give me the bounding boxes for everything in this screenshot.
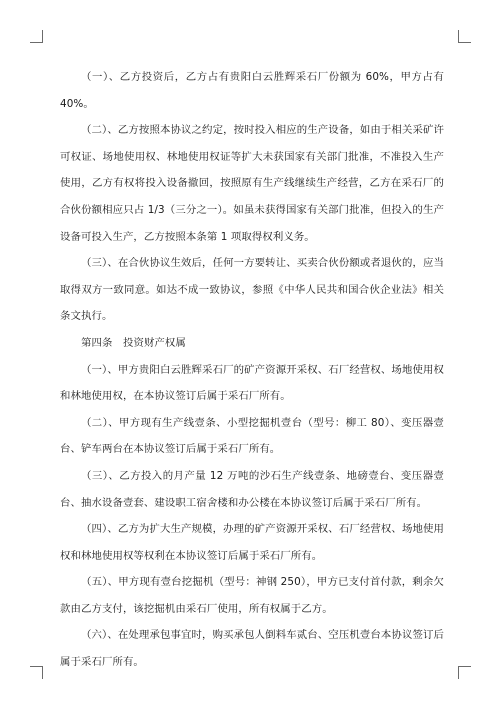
paragraph-10: （六）、在处理承包事宜时，购买承包人倒料车贰台、空压机壹台本协议签订后属于采石厂所有。: [60, 629, 444, 669]
document-body: [60, 64, 444, 676]
paragraph-8: （四）、乙方为扩大生产规模，办理的矿产资源开采权、石厂经营权、场地使用权和林地使用权等权利在本协议签订后属于采石厂所有。: [60, 523, 444, 562]
crop-mark-top-left: [30, 30, 43, 43]
paragraph-5: （一）、甲方贵阳白云胜辉采石厂的矿产资源开采权、石厂经营权、场地使用权和林地使用权，在本协议签订后属于采石厂所有。: [60, 363, 444, 403]
paragraph-2: （二）、乙方按照本协议之约定，按时投入相应的生产设备，如由于相关采矿许可权证、场地使用权、林地使用权证等扩大未获国家有关部门批准，不准投入生产使用，乙方有权将投入设备撤回，按照原有生产线继续生产经营，乙方在采石厂的合伙份额相应只占 1/3（三分之一）。如虽未获得国家有关部门批准，但投入的生产设备可投入生产，乙方按照本条第 1 项取得权利义务。: [60, 124, 444, 243]
paragraph-1: （一）、乙方投资后，乙方占有贵阳白云胜辉采石厂份额为 60%，甲方占有40%。: [60, 71, 444, 110]
crop-mark-top-right: [458, 30, 471, 43]
paragraph-7: （三）、乙方投入的月产量 12 万吨的沙石生产线壹条、地磅壹台、变压器壹台、抽水设备壹套、建设职工宿舍楼和办公楼在本协议签订后属于采石厂所有。: [60, 469, 444, 509]
crop-mark-bottom-left: [30, 666, 43, 679]
paragraph-6: （二）、甲方现有生产线壹条、小型挖掘机壹台（型号：柳工 80）、变压器壹台、铲车两台在本协议签订后属于采石厂所有。: [60, 416, 444, 456]
crop-mark-bottom-right: [458, 666, 471, 679]
paragraph-9: （五）、甲方现有壹台挖掘机（型号：神钢 250），甲方已支付首付款，剩余欠款由乙方支付，该挖掘机由采石厂使用，所有权属于乙方。: [60, 576, 444, 615]
paragraph-3: （三）、在合伙协议生效后，任何一方要转让、买卖合伙份额或者退伙的，应当取得双方一致同意。如达不成一致协议，参照《中华人民共和国合伙企业法》相关条文执行。: [60, 257, 444, 323]
section-heading-article-4: 第四条 投资财产权属: [81, 336, 186, 349]
